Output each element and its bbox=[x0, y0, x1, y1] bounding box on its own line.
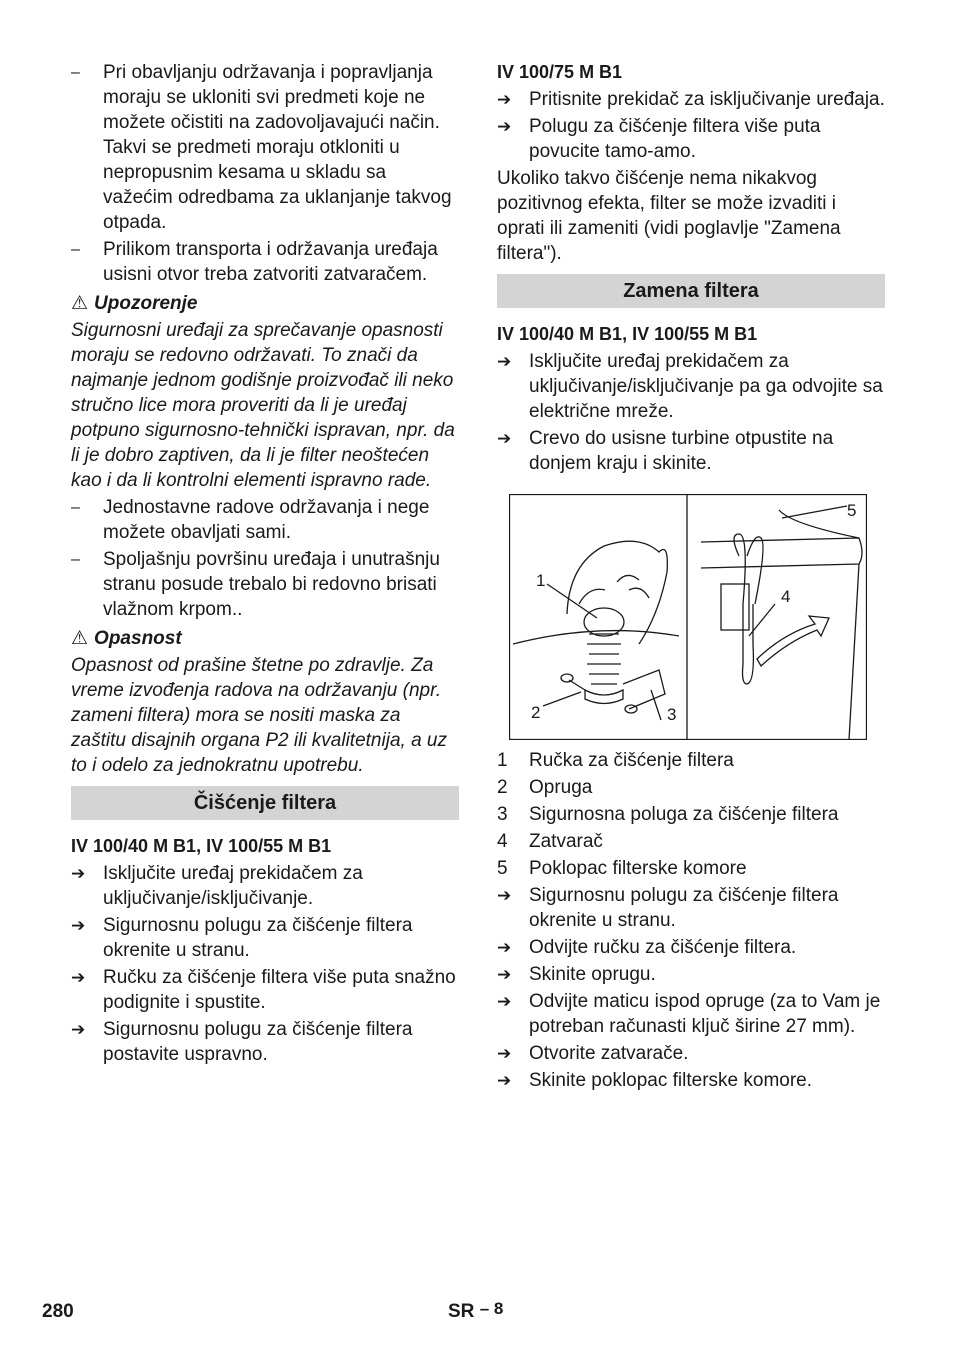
left-column bbox=[71, 60, 459, 1069]
arrow-right-icon: ➔ bbox=[497, 938, 512, 957]
arrow-right-icon: ➔ bbox=[497, 429, 512, 448]
warning-text: Sigurnosni uređaji za sprečavanje opasnosti moraju se redovno održavati. To znači da najmanje jednom godišnje proizvođač ili neko stručno lice mora proveriti da li je uređaj potpuno sigurnosno-tehnički ispravan, npr. da li je dobro zaptiven, da li je filter neoštećen kao i da li kontrolni elementi ispravno rade. bbox=[71, 320, 455, 491]
section-heading-filter-cleaning: Čišćenje filtera bbox=[71, 786, 459, 820]
arrow-right-icon: ➔ bbox=[497, 90, 512, 109]
warning-heading: ⚠ Upozorenje bbox=[71, 293, 198, 314]
filter-drawing bbox=[509, 494, 867, 740]
legend-item: 3 Sigurnosna poluga za čišćenje filtera bbox=[497, 804, 839, 825]
step-item: ➔ Odvijte maticu ispod opruge (za to Vam je potreban računasti ključ širine 27 mm). bbox=[497, 991, 881, 1037]
arrow-right-icon: ➔ bbox=[497, 886, 512, 905]
legend-item: 2 Opruga bbox=[497, 777, 593, 798]
arrow-right-icon: ➔ bbox=[497, 1044, 512, 1063]
step-item: ➔ Ručku za čišćenje filtera više puta snažno podignite i spustite. bbox=[71, 967, 456, 1013]
right-column bbox=[497, 60, 885, 1095]
step-item: ➔ Sigurnosnu polugu za čišćenje filtera okrenite u stranu. bbox=[497, 885, 839, 931]
language-page-label: SR – 8 bbox=[448, 1299, 504, 1322]
step-item: ➔ Sigurnosnu polugu za čišćenje filtera okrenite u stranu. bbox=[71, 915, 413, 961]
step-item: ➔ Skinite oprugu. bbox=[497, 964, 656, 985]
arrow-right-icon: ➔ bbox=[71, 1020, 86, 1039]
model-heading: IV 100/75 M B1 bbox=[497, 62, 623, 82]
legend-item: 5 Poklopac filterske komore bbox=[497, 858, 747, 879]
arrow-right-icon: ➔ bbox=[497, 965, 512, 984]
step-item: ➔ Crevo do usisne turbine otpustite na donjem kraju i skinite. bbox=[497, 428, 834, 474]
list-item: – Jednostavne radove održavanja i nege možete obavljati sami. bbox=[71, 497, 430, 543]
step-item: ➔ Skinite poklopac filterske komore. bbox=[497, 1070, 813, 1091]
arrow-right-icon: ➔ bbox=[497, 117, 512, 136]
step-item: ➔ Polugu za čišćenje filtera više puta povucite tamo-amo. bbox=[497, 116, 821, 162]
danger-heading: ⚠ Opasnost bbox=[71, 628, 182, 649]
legend-item: 1 Ručka za čišćenje filtera bbox=[497, 750, 734, 771]
model-heading: IV 100/40 M B1, IV 100/55 M B1 bbox=[497, 324, 758, 344]
section-heading-filter-replacement: Zamena filtera bbox=[497, 274, 885, 308]
paragraph: Ukoliko takvo čišćenje nema nikakvog pozitivnog efekta, filter se može izvaditi i oprati ili zameniti (vidi poglavlje "Zamena filtera"). bbox=[497, 168, 841, 264]
dash-bullet: – bbox=[71, 499, 80, 516]
arrow-right-icon: ➔ bbox=[71, 864, 86, 883]
arrow-right-icon: ➔ bbox=[497, 1071, 512, 1090]
dash-bullet: – bbox=[71, 551, 80, 568]
arrow-right-icon: ➔ bbox=[497, 352, 512, 371]
legend-item: 4 Zatvarač bbox=[497, 831, 603, 852]
callout-2: 2 bbox=[531, 703, 541, 722]
model-heading: IV 100/40 M B1, IV 100/55 M B1 bbox=[71, 836, 332, 856]
page-number: 280 bbox=[42, 1301, 74, 1322]
step-item: ➔ Pritisnite prekidač za isključivanje uređaja. bbox=[497, 89, 885, 110]
arrow-right-icon: ➔ bbox=[71, 916, 86, 935]
step-item: ➔ Odvijte ručku za čišćenje filtera. bbox=[497, 937, 797, 958]
arrow-right-icon: ➔ bbox=[71, 968, 86, 987]
callout-1: 1 bbox=[536, 571, 546, 590]
filter-illustration bbox=[509, 494, 867, 740]
callout-5: 5 bbox=[847, 501, 857, 520]
step-item: ➔ Isključite uređaj prekidačem za uključivanje/isključivanje. bbox=[71, 863, 363, 909]
step-item: ➔ Isključite uređaj prekidačem za uključivanje/isključivanje pa ga odvojite sa električne mreže. bbox=[497, 351, 883, 422]
warning-icon: ⚠ bbox=[71, 293, 89, 314]
dash-bullet: – bbox=[71, 241, 80, 258]
list-item: – Pri obavljanju održavanja i popravljanja moraju se ukloniti svi predmeti koje ne možete očistiti na zadovoljavajući način. Takvi se predmeti moraju otkloniti u nepropusnim kesama u skladu sa važećim odredbama za uklanjanje takvog otpada. bbox=[71, 62, 452, 233]
arrow-right-icon: ➔ bbox=[497, 992, 512, 1011]
list-item: – Prilikom transporta i održavanja uređaja usisni otvor treba zatvoriti zatvaračem. bbox=[71, 239, 438, 285]
callout-4: 4 bbox=[781, 587, 791, 606]
step-item: ➔ Otvorite zatvarače. bbox=[497, 1043, 689, 1064]
danger-text: Opasnost od prašine štetne po zdravlje. Za vreme izvođenja radova na održavanju (npr. zameni filtera) mora se nositi maska za zaštitu disajnih organa P2 ili kvalitetnija, a uz to i odelo za jednokratnu upotrebu. bbox=[71, 655, 447, 776]
list-item: – Spoljašnju površinu uređaja i unutrašnju stranu posude trebalo bi redovno brisati vlažnom krpom.. bbox=[71, 549, 440, 620]
warning-icon: ⚠ bbox=[71, 628, 89, 649]
step-item: ➔ Sigurnosnu polugu za čišćenje filtera postavite uspravno. bbox=[71, 1019, 413, 1065]
dash-bullet: – bbox=[71, 64, 80, 81]
callout-3: 3 bbox=[667, 705, 677, 724]
